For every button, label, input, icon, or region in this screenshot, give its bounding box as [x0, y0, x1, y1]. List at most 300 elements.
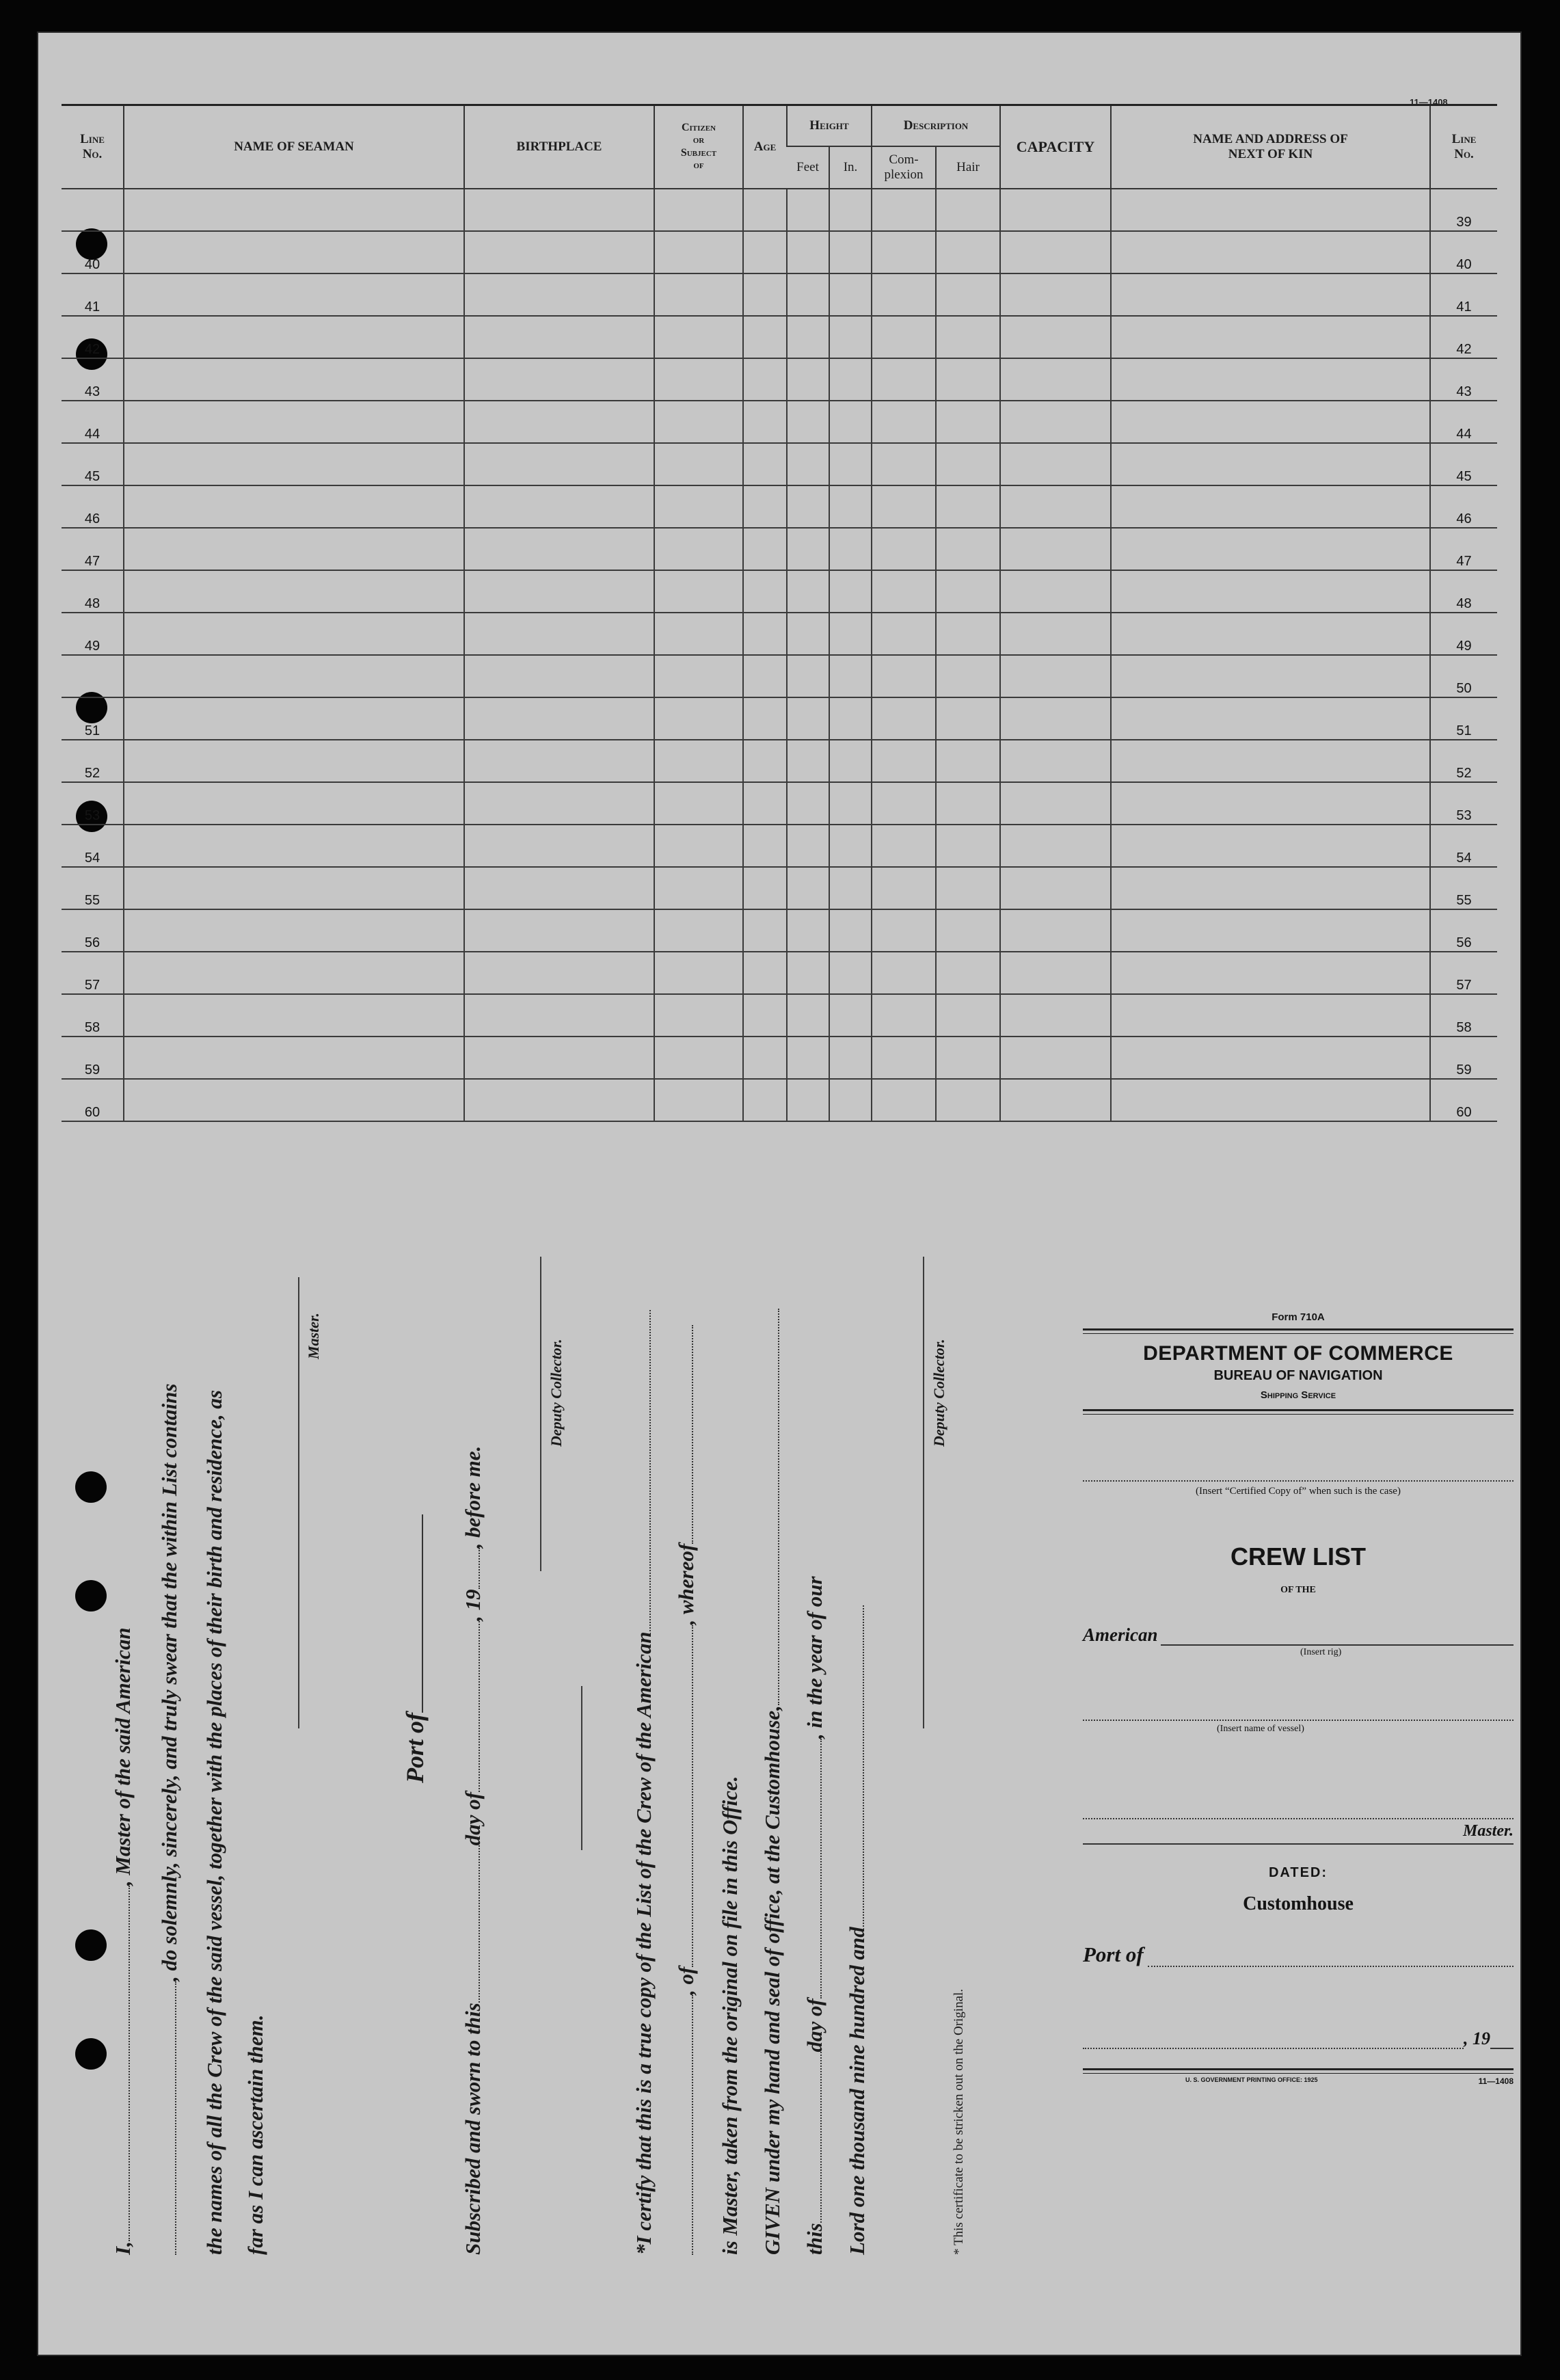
table-cell: [1111, 485, 1430, 528]
line-number-left: 48: [62, 570, 124, 613]
table-cell: [464, 782, 654, 825]
table-cell: [1000, 697, 1111, 740]
of-the-label: OF THE: [1280, 1585, 1316, 1595]
table-cell: [464, 994, 654, 1037]
table-cell: [464, 1079, 654, 1121]
table-cell: [654, 485, 743, 528]
table-cell: [1111, 358, 1430, 401]
master-signature-line: [298, 1277, 299, 1728]
table-cell: [936, 316, 1000, 358]
table-row: [62, 401, 1497, 443]
table-cell: [1000, 231, 1111, 273]
seal-line: [581, 1686, 582, 1850]
line-number-left: 46: [62, 485, 124, 528]
table-cell: [787, 782, 829, 825]
table-cell: [829, 231, 872, 273]
deputy-collector-label-1: Deputy Collector.: [548, 1339, 565, 1447]
table-row: [62, 1037, 1497, 1079]
deputy-collector-label-2: Deputy Collector.: [930, 1339, 947, 1447]
line-number-left: 57: [62, 952, 124, 994]
table-cell: [124, 825, 464, 867]
line-number-left: 58: [62, 994, 124, 1037]
table-cell: [124, 952, 464, 994]
table-cell: [829, 485, 872, 528]
table-cell: [654, 613, 743, 655]
header-name-of-seaman: NAME OF SEAMAN: [124, 105, 464, 189]
table-cell: [1000, 782, 1111, 825]
table-cell: [829, 443, 872, 485]
line-number-right: 55: [1430, 867, 1497, 909]
crew-table: [62, 104, 1497, 1122]
table-cell: [1111, 994, 1430, 1037]
table-cell: [872, 697, 936, 740]
table-cell: [1111, 655, 1430, 697]
table-cell: [464, 740, 654, 782]
table-cell: [743, 443, 787, 485]
table-cell: [787, 570, 829, 613]
table-cell: [654, 401, 743, 443]
table-cell: [829, 867, 872, 909]
table-cell: [936, 994, 1000, 1037]
table-cell: [787, 613, 829, 655]
table-row: [62, 1079, 1497, 1121]
table-cell: [872, 316, 936, 358]
table-cell: [936, 952, 1000, 994]
line-number-left: 40: [62, 231, 124, 273]
header-line-no: Line No.: [62, 105, 124, 189]
line-number-left: 43: [62, 358, 124, 401]
line-number-left: 45: [62, 443, 124, 485]
table-cell: [743, 358, 787, 401]
this-day-line: thisday of, in the year of our: [803, 1576, 826, 2255]
table-cell: [829, 952, 872, 994]
table-cell: [829, 994, 872, 1037]
table-row: [62, 655, 1497, 697]
table-cell: [1000, 401, 1111, 443]
table-cell: [743, 401, 787, 443]
table-cell: [936, 655, 1000, 697]
printer-line: [1083, 2076, 1514, 2086]
lord-line: Lord one thousand nine hundred and: [845, 1605, 870, 2255]
table-cell: [1111, 528, 1430, 570]
table-cell: [1000, 1037, 1111, 1079]
table-row: [62, 697, 1497, 740]
header-feet: Feet: [787, 146, 829, 189]
cover-rule-bottom: [1083, 2068, 1514, 2074]
table-cell: [872, 867, 936, 909]
table-cell: [654, 1037, 743, 1079]
table-cell: [872, 358, 936, 401]
table-cell: [829, 189, 872, 231]
table-cell: [654, 273, 743, 316]
table-row: [62, 189, 1497, 231]
table-cell: [936, 189, 1000, 231]
table-cell: [829, 697, 872, 740]
table-cell: [124, 697, 464, 740]
table-cell: [829, 401, 872, 443]
table-cell: [124, 443, 464, 485]
line-number-right: 46: [1430, 485, 1497, 528]
table-row: [62, 994, 1497, 1037]
line-number-left: 59: [62, 1037, 124, 1079]
table-cell: [124, 867, 464, 909]
table-cell: [829, 655, 872, 697]
table-cell: [124, 782, 464, 825]
table-row: [62, 273, 1497, 316]
bureau-title: BUREAU OF NAVIGATION: [1213, 1368, 1383, 1383]
table-cell: [743, 485, 787, 528]
table-cell: [829, 613, 872, 655]
line-number-right: 44: [1430, 401, 1497, 443]
table-cell: [464, 485, 654, 528]
table-row: [62, 909, 1497, 952]
table-cell: [787, 952, 829, 994]
header-inches: In.: [829, 146, 872, 189]
table-cell: [872, 231, 936, 273]
table-row: [62, 485, 1497, 528]
table-cell: [743, 273, 787, 316]
table-cell: [124, 528, 464, 570]
oath-line-1: I,, Master of the said American: [111, 1627, 135, 2255]
table-cell: [1000, 528, 1111, 570]
table-cell: [464, 697, 654, 740]
table-cell: [654, 825, 743, 867]
table-cell: [829, 358, 872, 401]
table-cell: [743, 613, 787, 655]
line-number-left: 42: [62, 316, 124, 358]
table-cell: [787, 740, 829, 782]
table-cell: [787, 697, 829, 740]
table-cell: [1000, 994, 1111, 1037]
table-cell: [787, 1037, 829, 1079]
table-cell: [124, 994, 464, 1037]
table-row: [62, 443, 1497, 485]
table-cell: [1000, 655, 1111, 697]
line-number-right: 53: [1430, 782, 1497, 825]
table-cell: [872, 952, 936, 994]
table-cell: [1111, 570, 1430, 613]
table-cell: [787, 867, 829, 909]
table-cell: [654, 655, 743, 697]
table-cell: [787, 994, 829, 1037]
line-number-right: 56: [1430, 909, 1497, 952]
certified-copy-line: [1083, 1480, 1514, 1482]
line-number-right: 50: [1430, 655, 1497, 697]
table-cell: [1000, 570, 1111, 613]
table-cell: [936, 740, 1000, 782]
deputy-signature-line-2: [923, 1257, 924, 1728]
form-code-bottom: 11—1408: [1478, 2076, 1514, 2086]
table-cell: [654, 1079, 743, 1121]
table-cell: [654, 358, 743, 401]
department-title: DEPARTMENT OF COMMERCE: [1143, 1342, 1453, 1365]
punch-hole: [75, 1929, 107, 1961]
table-row: [62, 867, 1497, 909]
line-number-left: 51: [62, 697, 124, 740]
table-cell: [936, 697, 1000, 740]
header-capacity: CAPACITY: [1000, 105, 1111, 189]
table-cell: [787, 528, 829, 570]
port-of-label: Port of: [401, 1514, 429, 1783]
table-row: [62, 740, 1497, 782]
table-cell: [464, 528, 654, 570]
header-description: Description: [872, 105, 1000, 146]
form-number: Form 710A: [1272, 1311, 1325, 1323]
table-cell: [936, 1079, 1000, 1121]
table-cell: [464, 570, 654, 613]
table-cell: [872, 528, 936, 570]
subscribed-line: Subscribed and sworn to thisday of, 19, before me.: [461, 1445, 485, 2255]
line-number-right: 45: [1430, 443, 1497, 485]
table-cell: [464, 1037, 654, 1079]
crew-table-body: [62, 189, 1497, 1121]
port-of-cover-line: Port of: [1083, 1942, 1514, 1967]
table-row: [62, 528, 1497, 570]
line-number-right: 49: [1430, 613, 1497, 655]
table-cell: [124, 1079, 464, 1121]
line-number-left: 53: [62, 782, 124, 825]
service-title: Shipping Service: [1260, 1389, 1336, 1401]
table-cell: [936, 825, 1000, 867]
table-cell: [654, 867, 743, 909]
cover-rule-top: [1083, 1328, 1514, 1334]
header-line-no-right: Line No.: [1430, 105, 1497, 189]
table-cell: [872, 613, 936, 655]
table-cell: [124, 401, 464, 443]
table-cell: [872, 401, 936, 443]
table-cell: [1000, 443, 1111, 485]
form-code-top: 11—1408: [1410, 97, 1448, 107]
table-cell: [872, 485, 936, 528]
printer-imprint: U. S. GOVERNMENT PRINTING OFFICE: 1925: [1185, 2076, 1318, 2083]
table-cell: [936, 613, 1000, 655]
table-cell: [1111, 782, 1430, 825]
line-number-right: 39: [1430, 189, 1497, 231]
table-cell: [464, 613, 654, 655]
table-cell: [829, 1079, 872, 1121]
table-cell: [872, 1037, 936, 1079]
table-cell: [936, 401, 1000, 443]
line-number-right: 47: [1430, 528, 1497, 570]
table-cell: [872, 909, 936, 952]
table-cell: [654, 782, 743, 825]
line-number-right: 48: [1430, 570, 1497, 613]
line-number-right: 60: [1430, 1079, 1497, 1121]
table-row: [62, 316, 1497, 358]
table-cell: [1000, 825, 1111, 867]
table-cell: [1111, 867, 1430, 909]
table-cell: [654, 909, 743, 952]
table-cell: [787, 825, 829, 867]
table-cell: [124, 231, 464, 273]
table-cell: [1000, 740, 1111, 782]
table-cell: [872, 1079, 936, 1121]
table-cell: [743, 1037, 787, 1079]
table-cell: [743, 655, 787, 697]
line-number-right: 52: [1430, 740, 1497, 782]
line-number-left: 52: [62, 740, 124, 782]
vessel-name-line: [1083, 1720, 1514, 1721]
line-number-left: 49: [62, 613, 124, 655]
master-name-line: [1083, 1818, 1514, 1819]
line-number-left: 41: [62, 273, 124, 316]
table-cell: [829, 740, 872, 782]
table-cell: [872, 443, 936, 485]
table-cell: [124, 273, 464, 316]
table-cell: [654, 189, 743, 231]
line-number-right: 57: [1430, 952, 1497, 994]
table-row: [62, 825, 1497, 867]
table-cell: [1000, 909, 1111, 952]
table-cell: [464, 189, 654, 231]
deputy-signature-line-1: [540, 1257, 541, 1571]
table-cell: [936, 782, 1000, 825]
certify-line: *I certify that this is a true copy of the List of the Crew of the American: [632, 1310, 656, 2255]
table-cell: [787, 189, 829, 231]
table-cell: [654, 994, 743, 1037]
table-row: [62, 613, 1497, 655]
table-cell: [936, 528, 1000, 570]
table-cell: [1111, 273, 1430, 316]
line-number-left: 47: [62, 528, 124, 570]
table-cell: [829, 825, 872, 867]
header-complexion: Com- plexion: [872, 146, 936, 189]
insert-vessel-note: (Insert name of vessel): [1217, 1724, 1304, 1734]
of-whereof-line: , of, whereof: [674, 1325, 699, 2255]
table-cell: [936, 273, 1000, 316]
table-cell: [124, 485, 464, 528]
table-cell: [1111, 825, 1430, 867]
table-cell: [872, 994, 936, 1037]
table-cell: [654, 740, 743, 782]
oath-line-4: far as I can ascertain them.: [243, 2014, 267, 2255]
given-line: GIVEN under my hand and seal of office, at the Customhouse,: [760, 1309, 785, 2255]
table-cell: [464, 443, 654, 485]
table-cell: [787, 655, 829, 697]
table-cell: [936, 909, 1000, 952]
date-year-line: , 19: [1083, 2029, 1514, 2049]
table-cell: [936, 358, 1000, 401]
line-number-left: 55: [62, 867, 124, 909]
line-number-right: 43: [1430, 358, 1497, 401]
table-row: [62, 358, 1497, 401]
table-cell: [1111, 401, 1430, 443]
header-hair: Hair: [936, 146, 1000, 189]
table-cell: [464, 655, 654, 697]
table-cell: [787, 231, 829, 273]
customhouse-label: Customhouse: [1243, 1893, 1354, 1914]
punch-hole: [75, 1580, 107, 1612]
table-cell: [872, 189, 936, 231]
punch-hole: [75, 2038, 107, 2070]
table-cell: [1111, 189, 1430, 231]
table-cell: [1111, 613, 1430, 655]
table-cell: [464, 316, 654, 358]
table-row: [62, 570, 1497, 613]
table-row: [62, 231, 1497, 273]
table-cell: [829, 782, 872, 825]
oath-line-3: the names of all the Crew of the said vessel, together with the places of their birth and residence, as: [202, 1390, 226, 2255]
cover-rule-mid: [1083, 1409, 1514, 1415]
crew-list-sheet: [37, 31, 1522, 2356]
table-cell: [1111, 1037, 1430, 1079]
table-cell: [124, 613, 464, 655]
table-cell: [654, 528, 743, 570]
insert-rig-note: (Insert rig): [1300, 1647, 1342, 1657]
table-cell: [872, 655, 936, 697]
table-cell: [787, 316, 829, 358]
table-cell: [872, 570, 936, 613]
table-cell: [124, 1037, 464, 1079]
table-cell: [1000, 485, 1111, 528]
table-cell: [743, 528, 787, 570]
line-number-left: 60: [62, 1079, 124, 1121]
table-cell: [936, 1037, 1000, 1079]
table-cell: [1000, 358, 1111, 401]
table-cell: [743, 316, 787, 358]
footnote: * This certificate to be stricken out on the Original.: [952, 1988, 966, 2255]
line-number-right: 42: [1430, 316, 1497, 358]
table-cell: [787, 909, 829, 952]
header-citizen: Citizen or Subject of: [654, 105, 743, 189]
table-cell: [829, 909, 872, 952]
table-cell: [743, 231, 787, 273]
table-cell: [872, 782, 936, 825]
line-number-right: 54: [1430, 825, 1497, 867]
table-cell: [936, 867, 1000, 909]
table-cell: [464, 952, 654, 994]
line-number-right: 40: [1430, 231, 1497, 273]
table-cell: [1111, 316, 1430, 358]
table-cell: [787, 1079, 829, 1121]
table-cell: [829, 1037, 872, 1079]
line-number-left: 56: [62, 909, 124, 952]
table-cell: [787, 485, 829, 528]
table-cell: [464, 909, 654, 952]
table-cell: [1111, 231, 1430, 273]
table-cell: [872, 740, 936, 782]
table-cell: [1000, 867, 1111, 909]
table-cell: [829, 316, 872, 358]
table-cell: [787, 273, 829, 316]
table-cell: [936, 443, 1000, 485]
table-cell: [743, 867, 787, 909]
table-cell: [1111, 1079, 1430, 1121]
table-cell: [743, 570, 787, 613]
table-cell: [743, 909, 787, 952]
table-row: [62, 952, 1497, 994]
table-cell: [124, 189, 464, 231]
table-cell: [743, 782, 787, 825]
table-cell: [464, 867, 654, 909]
american-rig-line: American: [1083, 1624, 1514, 1646]
table-cell: [654, 231, 743, 273]
line-number-left: 54: [62, 825, 124, 867]
table-cell: [829, 273, 872, 316]
header-age: Age: [743, 105, 787, 189]
table-cell: [654, 952, 743, 994]
table-cell: [829, 528, 872, 570]
table-cell: [654, 443, 743, 485]
master-cover-label: Master.: [1083, 1822, 1514, 1845]
table-cell: [872, 273, 936, 316]
table-cell: [124, 570, 464, 613]
table-cell: [743, 1079, 787, 1121]
header-next-of-kin: NAME AND ADDRESS OF NEXT OF KIN: [1111, 105, 1430, 189]
table-cell: [743, 952, 787, 994]
punch-hole: [75, 1471, 107, 1503]
header-birthplace: BIRTHPLACE: [464, 105, 654, 189]
